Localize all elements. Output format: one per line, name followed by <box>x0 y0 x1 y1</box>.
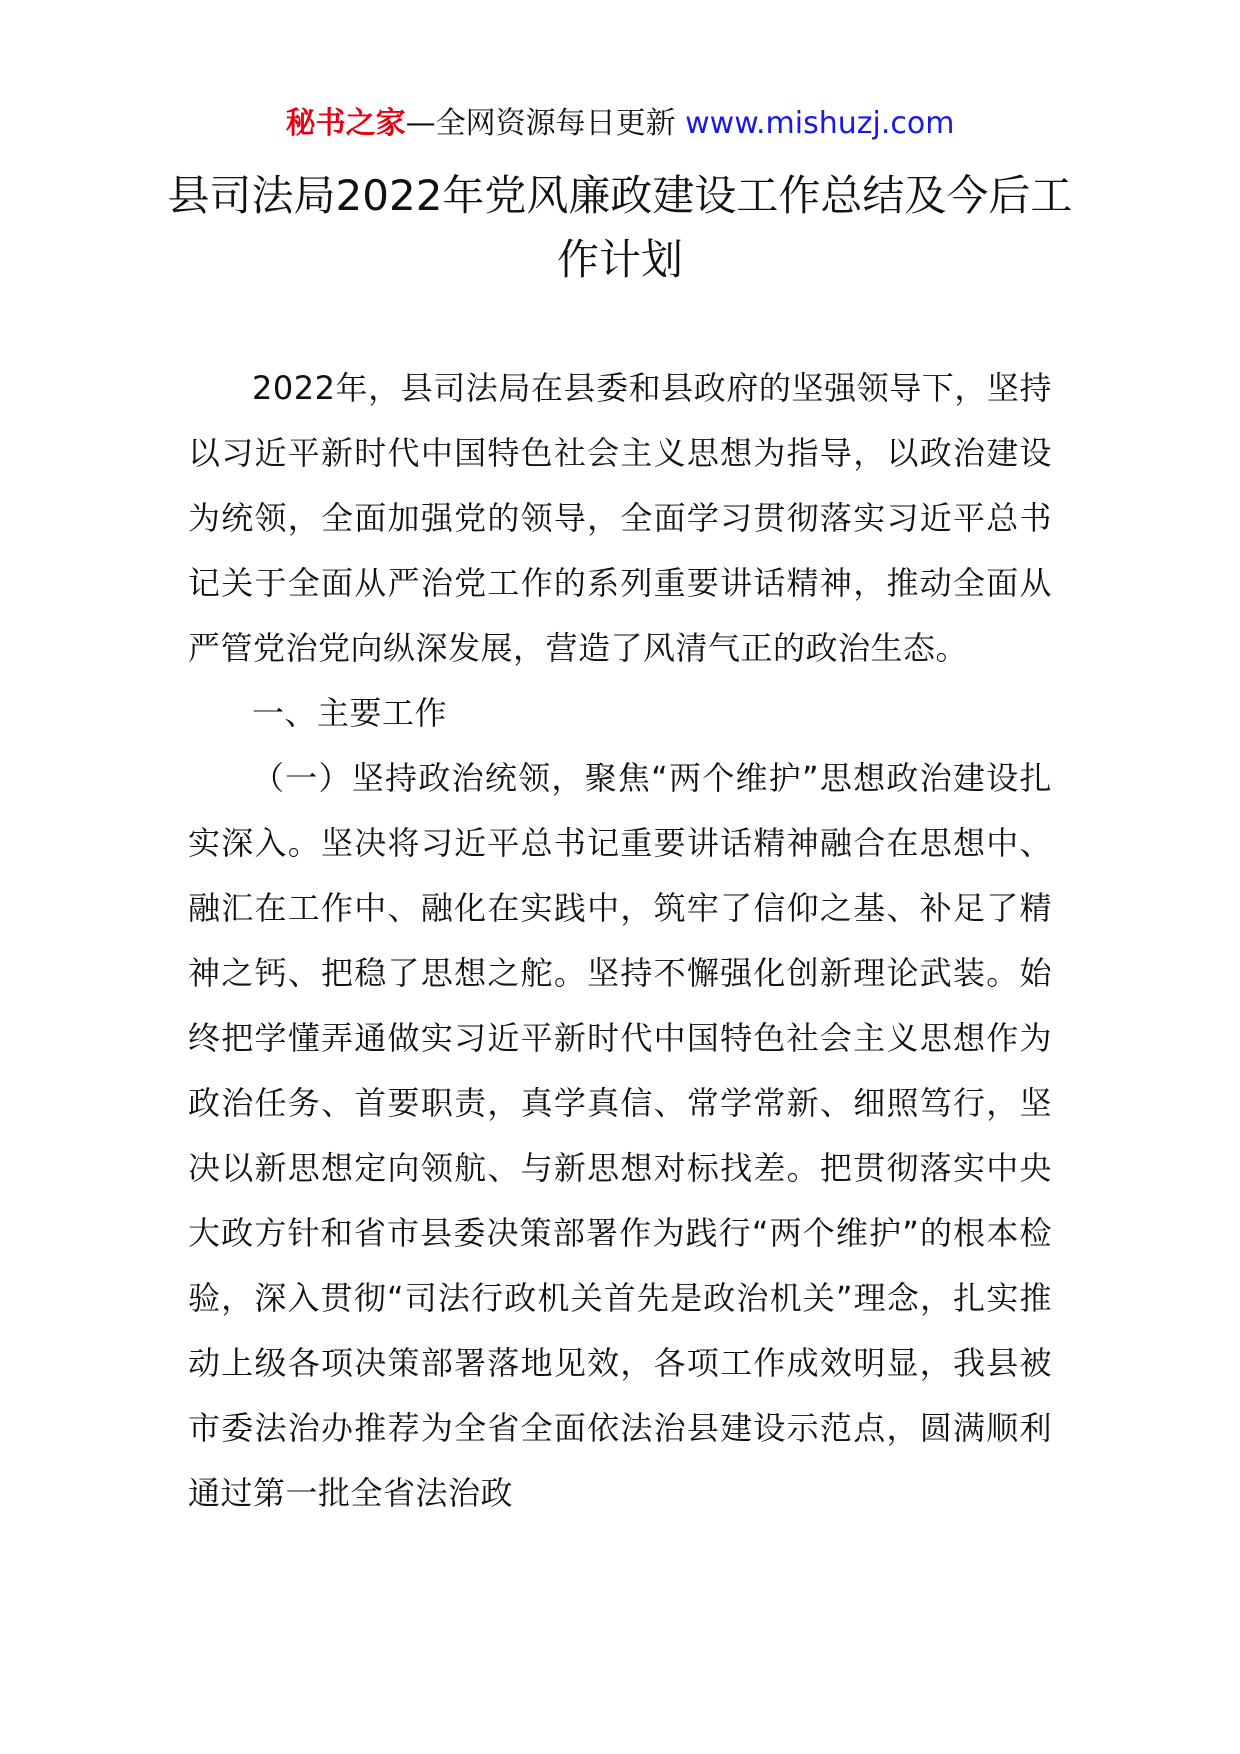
site-url-link[interactable]: www.mishuzj.com <box>685 106 955 141</box>
site-header <box>0 104 1240 144</box>
section-heading: 一、主要工作 <box>252 694 448 732</box>
document-body <box>188 356 1052 1526</box>
header-tagline: —全网资源每日更新 <box>405 106 676 141</box>
brand-name: 秘书之家 <box>285 106 406 141</box>
intro-paragraph: 2022年，县司法局在县委和县政府的坚强领导下，坚持以习近平新时代中国特色社会主义思想为指导，以政治建设为统领，全面加强党的领导，全面学习贯彻落实习近平总书记关于全面从严治党工作的系列重要讲话精神，推动全面从严管党治党向纵深发展，营造了风清气正的政治生态。 <box>188 369 1052 667</box>
body-paragraph: （一）坚持政治统领，聚焦“两个维护”思想政治建设扎实深入。坚决将习近平总书记重要讲话精神融合在思想中、融汇在工作中、融化在实践中，筑牢了信仰之基、补足了精神之钙、把稳了思想之舵。坚持不懈强化创新理论武装。始终把学懂弄通做实习近平新时代中国特色社会主义思想作为政治任务、首要职责，真学真信、常学常新、细照笃行，坚决以新思想定向领航、与新思想对标找差。把贯彻落实中央大政方针和省市县委决策部署作为践行“两个维护”的根本检验，深入贯彻“司法行政机关首先是政治机关”理念，扎实推动上级各项决策部署落地见效，各项工作成效明显，我县被市委法治办推荐为全省全面依法治县建设示范点，圆满顺利通过第一批全省法治政 <box>188 759 1052 1512</box>
document-title: 县司法局2022年党风廉政建设工作总结及今后工作计划 <box>167 171 1073 284</box>
